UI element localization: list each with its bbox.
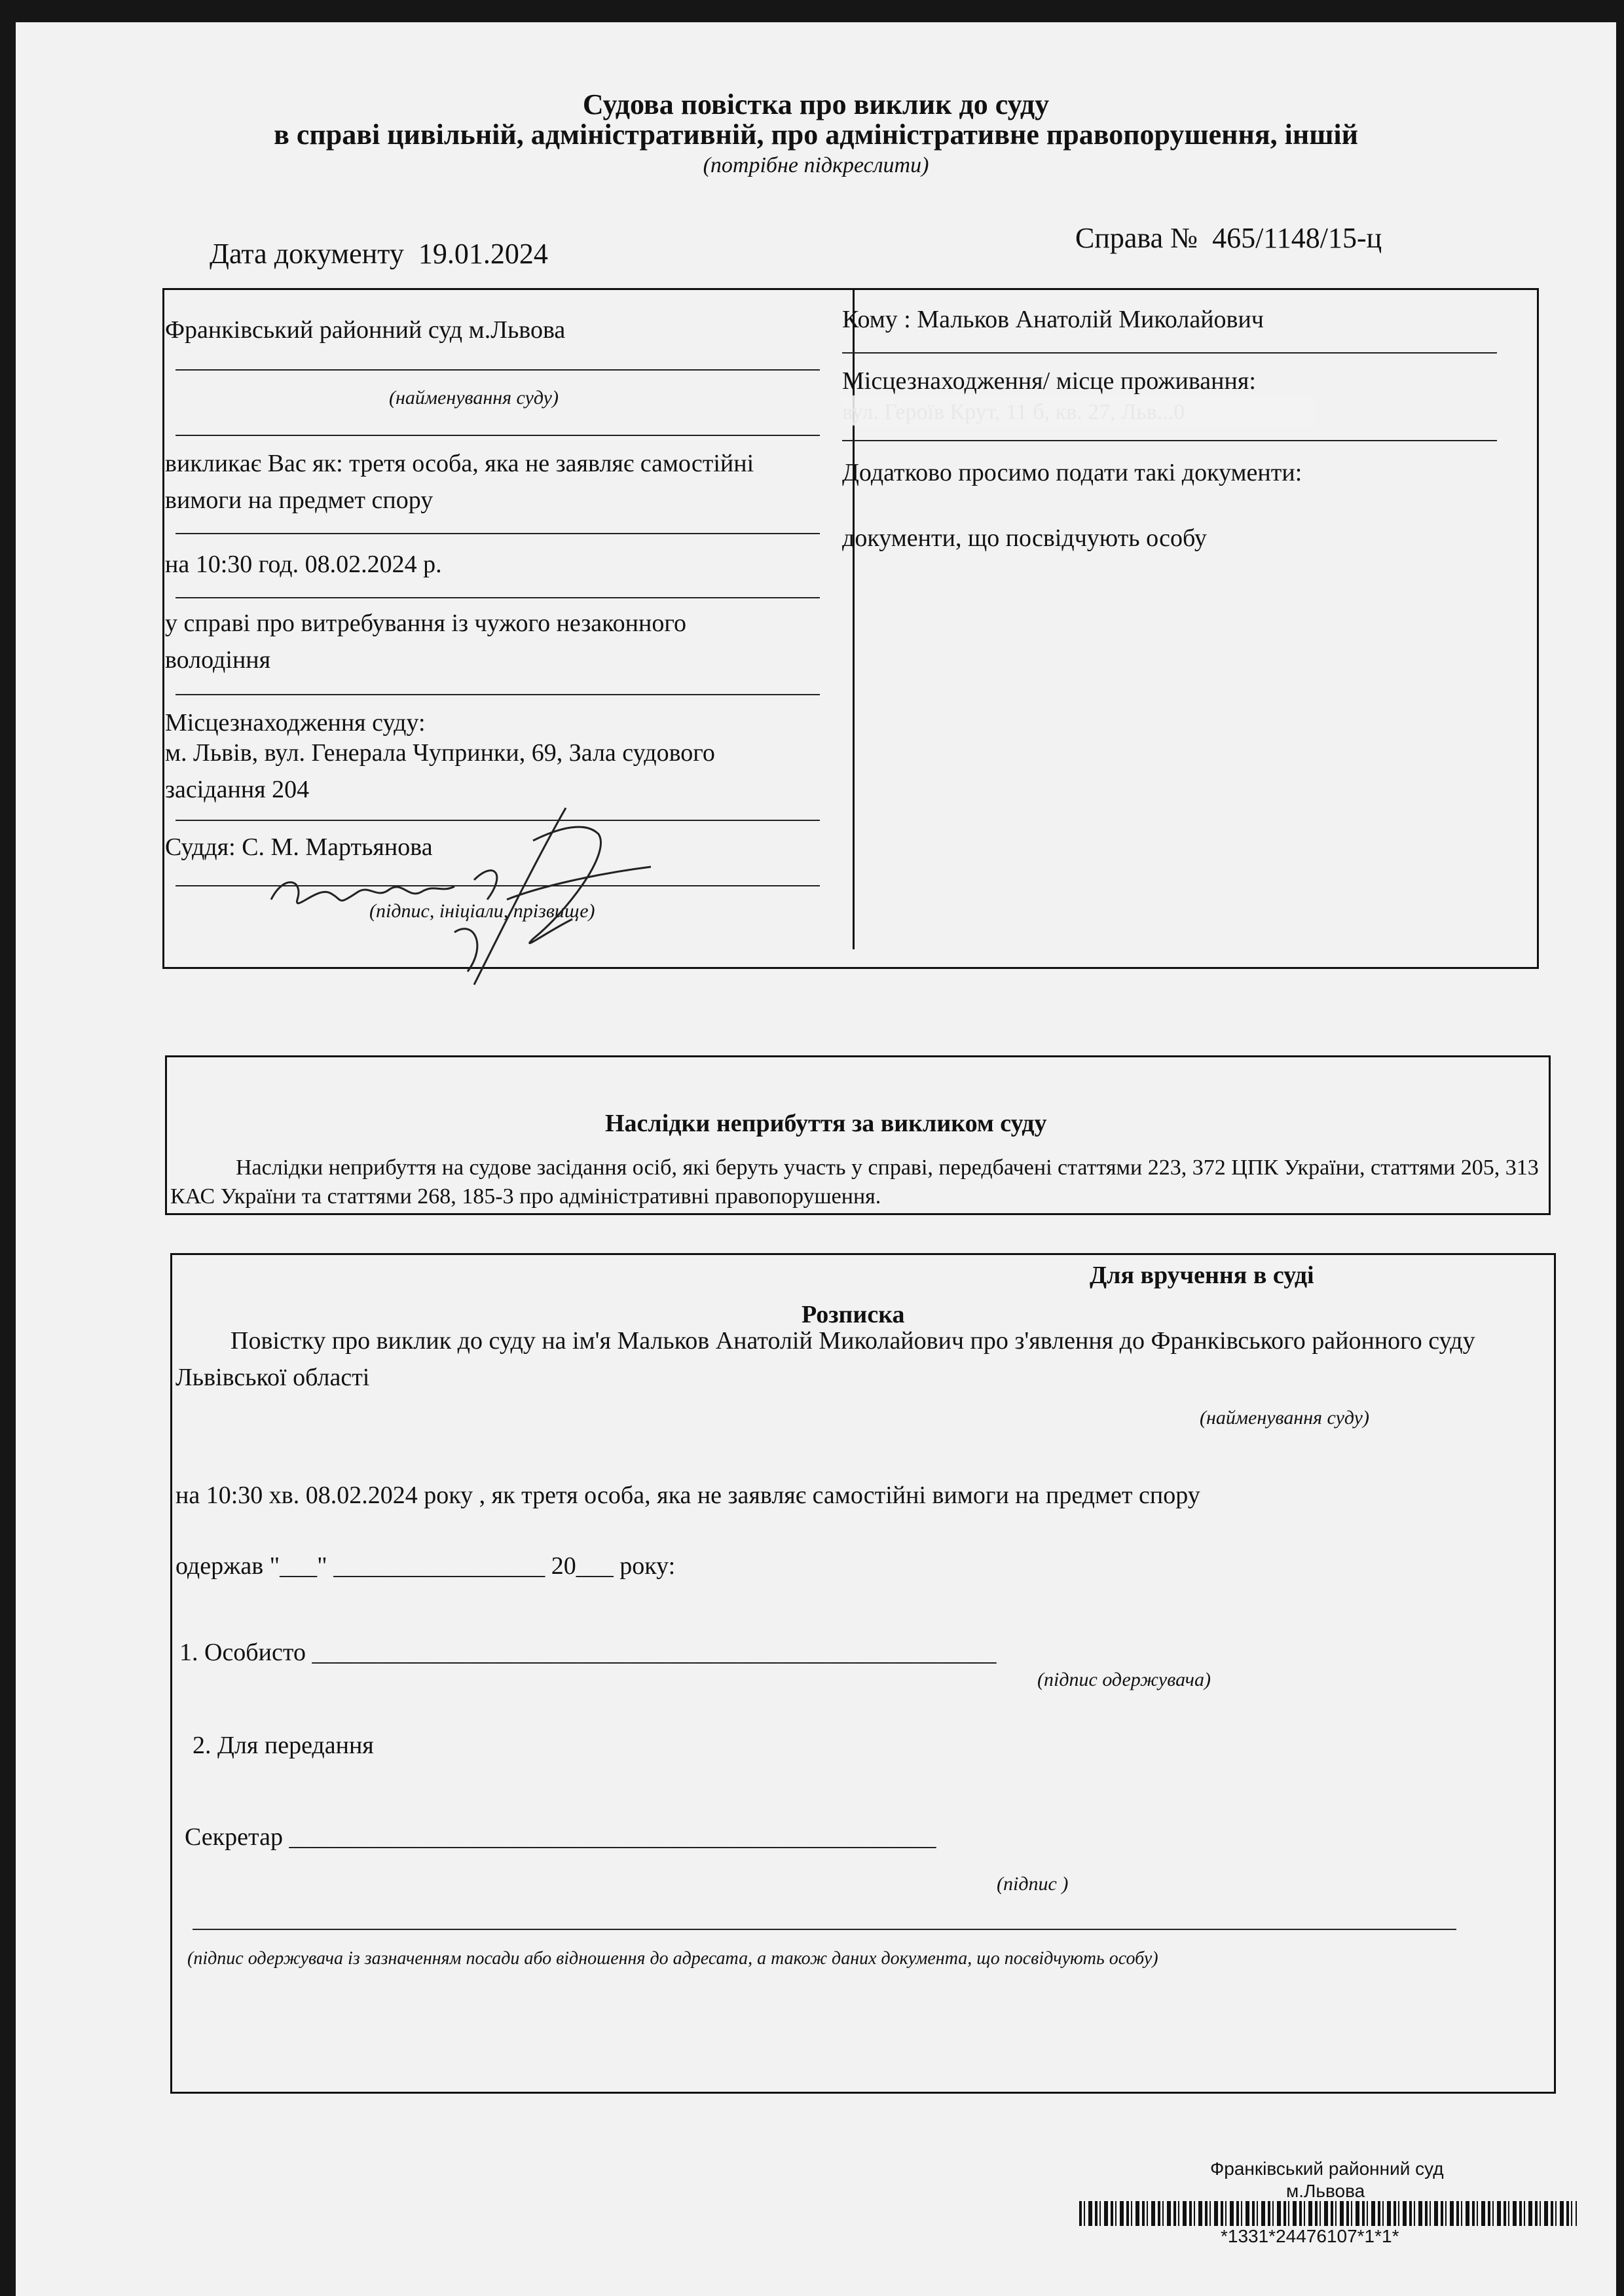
personally-signature-line: 1. Особисто _______________________________________________________ <box>179 1639 997 1666</box>
judge-name: Суддя: С. М. Мартьянова <box>165 833 433 861</box>
receipt-court-caption: (найменування суду) <box>1200 1407 1369 1429</box>
divider <box>175 533 820 534</box>
barcode-icon <box>1079 2201 1577 2226</box>
summons-role: викликає Вас як: третя особа, яка не заявляє самостійні вимоги на предмет спору <box>165 450 754 514</box>
receipt-addressee-text: Повістку про виклик до суду на ім'я Мальков Анатолій Миколайович про з'явлення до Франківського районного суду Львівської області <box>175 1327 1475 1391</box>
document-subtitle: в справі цивільній, адміністративній, про адміністративне правопорушення, іншій <box>274 118 1358 151</box>
redaction-mask <box>842 395 1314 426</box>
court-name-caption: (найменування суду) <box>389 387 559 409</box>
divider <box>193 1929 1456 1930</box>
residence-label: Місцезнаходження/ місце проживання: <box>842 367 1256 395</box>
case-number-label: Справа № <box>1075 222 1198 254</box>
stamp-court-name: Франківський районний суд <box>1210 2159 1444 2179</box>
document-date-label: Дата документу <box>210 238 404 270</box>
barcode-text: *1331*24476107*1*1* <box>1221 2226 1399 2246</box>
case-subject: у справі про витребування із чужого незаконного володіння <box>165 610 686 674</box>
judge-caption: (підпис, ініціали, прізвище) <box>369 900 595 922</box>
receipt-footer-caption: (підпис одержувача із зазначенням посади або відношення до адресата, а також даних документа, що посвідчують особу) <box>187 1948 1158 1969</box>
for-court-label: Для вручення в суді <box>1090 1262 1314 1289</box>
document-sheet <box>16 22 1616 2296</box>
document-title: Судова повістка про виклик до суду <box>582 88 1050 120</box>
case-number <box>1075 223 1382 254</box>
consequences-title: Наслідки неприбуття за викликом суду <box>605 1110 1047 1137</box>
judge-signature-icon <box>258 801 677 998</box>
recipient-signature-caption: (підпис одержувача) <box>1037 1669 1211 1690</box>
court-name: Франківський районний суд м.Львова <box>165 316 566 344</box>
divider <box>175 369 820 371</box>
received-date-line: одержав "___" _________________ 20___ року: <box>175 1552 676 1580</box>
documents-label: Додатково просимо подати такі документи: <box>842 459 1302 486</box>
secretary-signature-line: Секретар ____________________________________________________ <box>185 1823 936 1851</box>
document-date-value: 19.01.2024 <box>418 238 548 270</box>
for-transfer-label: 2. Для передання <box>193 1732 374 1759</box>
stamp-city: м.Львова <box>1286 2181 1365 2201</box>
divider <box>175 597 820 598</box>
court-location-label: Місцезнаходження суду: <box>165 709 426 737</box>
title-note: (потрібне підкреслити) <box>703 153 929 177</box>
addressee: Кому : Мальков Анатолій Миколайович <box>842 306 1264 333</box>
divider <box>842 352 1497 354</box>
receipt-hearing-text: на 10:30 хв. 08.02.2024 року , як третя особа, яка не заявляє самостійні вимоги на предмет спору <box>175 1482 1200 1509</box>
divider <box>842 440 1497 441</box>
court-location: м. Львів, вул. Генерала Чупринки, 69, Зала судового засідання 204 <box>165 739 715 803</box>
consequences-text: Наслідки неприбуття на судове засідання осіб, які беруть участь у справі, передбачені статтями 223, 372 ЦПК України, статтями 205, 313 КАС України та статтями 268, 185-3 про адміністративні правопорушення. <box>170 1156 1539 1209</box>
document-date <box>210 238 548 270</box>
hearing-time: на 10:30 год. 08.02.2024 р. <box>165 551 442 578</box>
documents-required: документи, що посвідчують особу <box>842 524 1207 552</box>
receipt-title: Розписка <box>802 1301 905 1328</box>
secretary-signature-caption: (підпис ) <box>997 1873 1069 1895</box>
case-number-value: 465/1148/15-ц <box>1212 222 1382 254</box>
divider <box>175 694 820 695</box>
divider <box>175 435 820 436</box>
